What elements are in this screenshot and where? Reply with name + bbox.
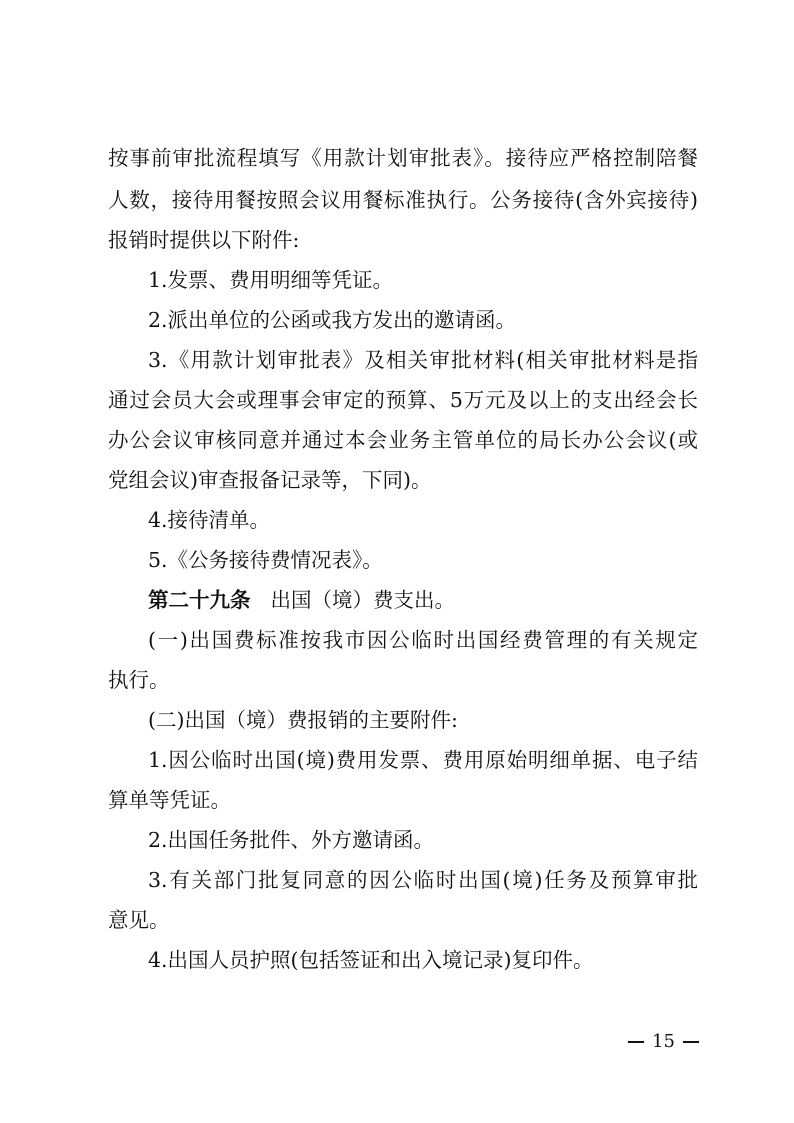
- text-line-8: 办公会议审核同意并通过本会业务主管单位的局长办公会议(或: [108, 428, 698, 452]
- text-line-7: 通过会员大会或理事会审定的预算、5万元及以上的支出经会长: [108, 388, 698, 412]
- list-item-reception-list: 4.接待清单。: [148, 508, 271, 532]
- list-item-department-approval: 3.有关部门批复同意的因公临时出国(境)任务及预算审批: [148, 868, 698, 892]
- text-line-abroad-invoice-cont: 算单等凭证。: [108, 788, 231, 812]
- text-line-2: 人数，接待用餐按照会议用餐标准执行。公务接待(含外宾接待): [108, 188, 698, 212]
- text-line-1: 按事前审批流程填写《用款计划审批表》。接待应严格控制陪餐: [108, 146, 698, 170]
- list-item-mission-approval: 2.出国任务批件、外方邀请函。: [148, 828, 435, 852]
- text-line-9: 党组会议)审查报备记录等，下同)。: [108, 468, 432, 492]
- section-1-line-2: 执行。: [108, 668, 170, 692]
- list-item-invoice: 1.发票、费用明细等凭证。: [148, 268, 394, 292]
- section-1-line-1: (一)出国费标准按我市因公临时出国经费管理的有关规定: [148, 628, 698, 652]
- page-number-dash-right: [683, 1041, 699, 1043]
- page-number-dash-left: [628, 1041, 644, 1043]
- article-title: 出国（境）费支出。: [270, 588, 455, 612]
- list-item-reception-table: 5.《公务接待费情况表》。: [148, 548, 383, 572]
- list-item-abroad-invoice: 1.因公临时出国(境)费用发票、费用原始明细单据、电子结: [148, 748, 698, 772]
- page-number-text: 15: [652, 1031, 675, 1052]
- list-item-approval-form: 3.《用款计划审批表》及相关审批材料(相关审批材料是指: [148, 348, 698, 372]
- article-29: [148, 580, 698, 620]
- page-number: [620, 1030, 707, 1054]
- list-item-passport: 4.出国人员护照(包括签证和出入境记录)复印件。: [148, 948, 594, 972]
- text-line-department-approval-cont: 意见。: [108, 908, 170, 932]
- article-heading: 第二十九条: [148, 588, 251, 612]
- list-item-letter: 2.派出单位的公函或我方发出的邀请函。: [148, 308, 517, 332]
- section-2-heading: (二)出国（境）费报销的主要附件:: [148, 708, 458, 732]
- text-line-3: 报销时提供以下附件:: [108, 228, 300, 252]
